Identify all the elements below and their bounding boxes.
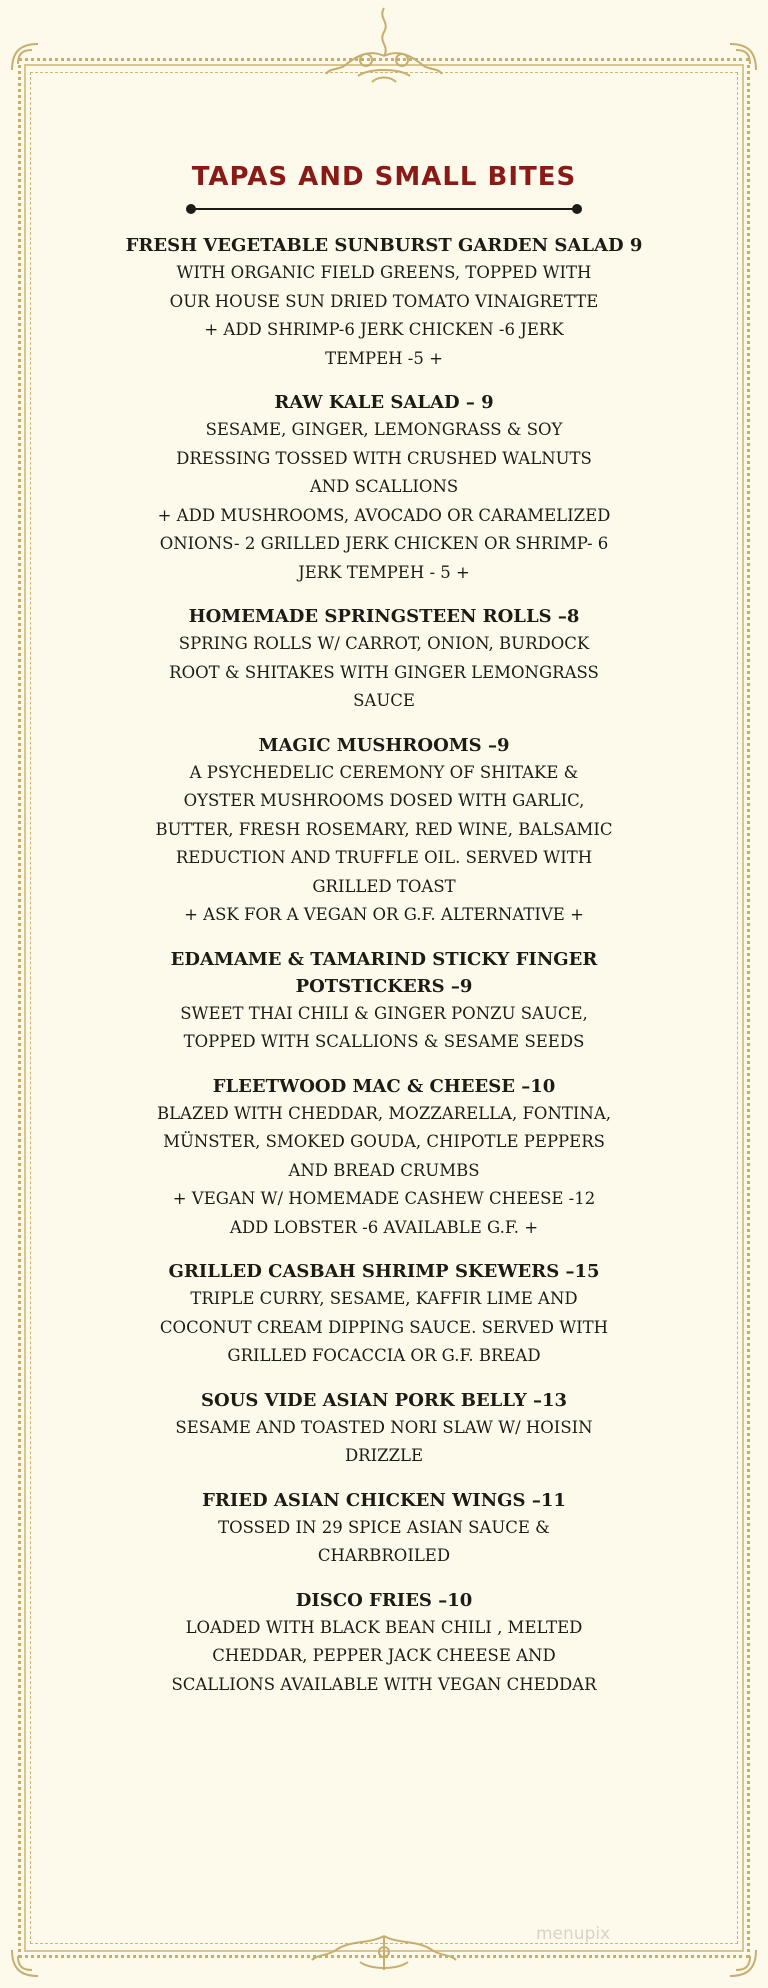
item-description: SPRING ROLLS W/ CARROT, ONION, BURDOCK [178,634,590,653]
item-name: DISCO FRIES –10 [295,1589,473,1611]
item-description: + ADD MUSHROOMS, AVOCADO OR CARAMELIZED [157,505,611,525]
item-description: ADD LOBSTER -6 AVAILABLE G.F. + [229,1217,539,1237]
item-description: + ASK FOR A VEGAN OR G.F. ALTERNATIVE + [184,905,584,924]
item-description: DRIZZLE [344,1446,424,1465]
item-description: CHEDDAR, PEPPER JACK CHEESE AND [212,1646,556,1665]
item-description: SESAME AND TOASTED NORI SLAW W/ HOISIN [175,1417,593,1437]
item-description: BUTTER, FRESH ROSEMARY, RED WINE, BALSAMIC [155,819,613,839]
item-description: WITH ORGANIC FIELD GREENS, TOPPED WITH [176,263,592,282]
item-description: ONIONS- 2 GRILLED JERK CHICKEN OR SHRIMP- 6 [159,534,609,553]
item-description: + VEGAN W/ HOMEMADE CASHEW CHEESE -12 [172,1189,596,1208]
item-description: OUR HOUSE SUN DRIED TOMATO VINAIGRETTE [169,291,599,311]
item-name: HOMEMADE SPRINGSTEEN ROLLS –8 [188,606,580,627]
item-description: AND SCALLIONS [309,477,459,496]
menu-item-disco-fries [120,1587,648,1700]
title-divider [186,204,582,214]
menu-item-magic-mushrooms [120,732,648,930]
item-description: TEMPEH -5 + [325,348,443,368]
item-name: EDAMAME & TAMARIND STICKY FINGER [170,948,598,970]
bottom-ornament-icon [310,1930,458,1980]
item-description: TRIPLE CURRY, SESAME, KAFFIR LIME AND [190,1289,578,1308]
menu-item-raw-kale-salad [120,389,648,587]
item-description: SESAME, GINGER, LEMONGRASS & SOY [205,420,563,439]
item-name: FRESH VEGETABLE SUNBURST GARDEN SALAD 9 [125,235,643,256]
item-description: GRILLED TOAST [312,876,456,896]
section-title: TAPAS AND SMALL BITES [191,162,577,192]
item-description: AND BREAD CRUMBS [288,1160,480,1180]
corner-flourish-icon [8,40,42,74]
item-description: CHARBROILED [317,1546,451,1565]
menu-item-potstickers [120,946,648,1057]
item-description: + ADD SHRIMP-6 JERK CHICKEN -6 JERK [204,320,564,339]
item-name: RAW KALE SALAD – 9 [274,392,494,413]
item-name: GRILLED CASBAH SHRIMP SKEWERS –15 [168,1261,600,1282]
divider-dot [572,204,582,214]
item-description: ROOT & SHITAKES WITH GINGER LEMONGRASS [169,662,599,682]
corner-flourish-icon [8,1946,42,1980]
menu-section [120,162,648,1715]
item-description: LOADED WITH BLACK BEAN CHILI , MELTED [185,1617,583,1637]
menu-item-pork-belly [120,1387,648,1471]
menu-item-shrimp-skewers [120,1258,648,1371]
corner-flourish-icon [726,1946,760,1980]
item-name: POTSTICKERS –9 [295,975,473,997]
menu-item-mac-and-cheese [120,1073,648,1243]
watermark: menupix [536,1924,611,1944]
item-description: OYSTER MUSHROOMS DOSED WITH GARLIC, [183,791,585,810]
item-description: TOPPED WITH SCALLIONS & SESAME SEEDS [183,1032,585,1051]
item-description: MÜNSTER, SMOKED GOUDA, CHIPOTLE PEPPERS [163,1132,605,1151]
divider-line [192,208,576,210]
item-description: BLAZED WITH CHEDDAR, MOZZARELLA, FONTINA, [156,1103,612,1123]
menu-item-springsteen-rolls [120,603,648,716]
item-description: TOSSED IN 29 SPICE ASIAN SAUCE & [218,1517,550,1537]
menu-item-garden-salad [120,232,648,373]
item-description: GRILLED FOCACCIA OR G.F. BREAD [227,1346,541,1365]
item-description: DRESSING TOSSED WITH CRUSHED WALNUTS [176,448,592,468]
corner-flourish-icon [726,40,760,74]
item-name: FRIED ASIAN CHICKEN WINGS –11 [202,1489,566,1511]
item-description: REDUCTION AND TRUFFLE OIL. SERVED WITH [175,848,593,867]
item-description: SCALLIONS AVAILABLE WITH VEGAN CHEDDAR [171,1674,597,1694]
menu-item-chicken-wings [120,1487,648,1571]
item-name: SOUS VIDE ASIAN PORK BELLY –13 [200,1389,568,1411]
item-description: A PSYCHEDELIC CEREMONY OF SHITAKE & [189,762,579,782]
item-description: COCONUT CREAM DIPPING SAUCE. SERVED WITH [159,1317,609,1337]
item-description: JERK TEMPEH - 5 + [298,562,470,582]
item-description: SWEET THAI CHILI & GINGER PONZU SAUCE, [180,1003,588,1023]
item-name: MAGIC MUSHROOMS –9 [258,734,510,756]
item-description: SAUCE [353,691,415,710]
scroll-ornament-icon [324,4,444,88]
item-name: FLEETWOOD MAC & CHEESE –10 [212,1075,556,1097]
